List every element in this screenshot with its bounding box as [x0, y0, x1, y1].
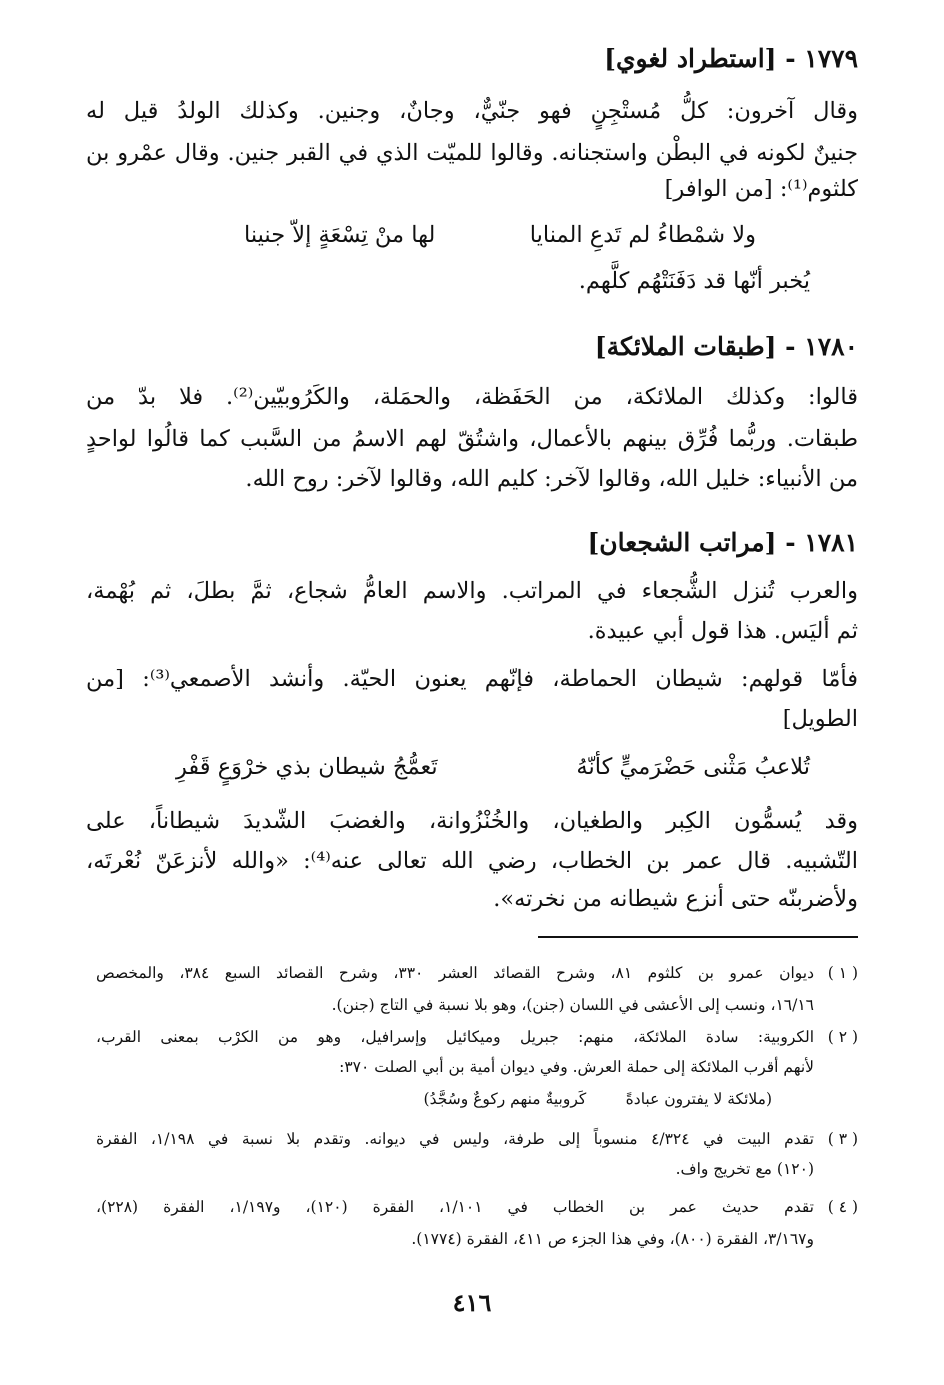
footnote-number: ( ٣ ) — [827, 1130, 858, 1148]
verse-explanation: يُخبر أنّها قد دَفَنَتْهُم كلَّهم. — [578, 268, 810, 294]
footnote-line: تقدم البيت في ٤/٣٢٤ منسوباً إلى طرفة، وليس في ديوانه. وتقدم بلا نسبة في ١/١٩٨، الفقرة — [96, 1130, 814, 1148]
paragraph-line: الطويل] — [782, 706, 858, 732]
paragraph-line: قالوا: وكذلك الملائكة، من الحَفَظة، والحمَلة، والكَرُوبيّين⁽²⁾. فلا بدّ من — [86, 384, 858, 410]
paragraph-line: ولأضربنّه حتى أنزع شيطانه من نخرته». — [493, 886, 858, 912]
page-number: ٤١٦ — [452, 1288, 492, 1317]
footnote-number: ( ٤ ) — [827, 1198, 858, 1216]
paragraph-line: التّشبيه. قال عمر بن الخطاب، رضي الله تعالى عنه⁽⁴⁾: «والله لأنزعَنّ نُعْرتَه، — [86, 848, 858, 874]
footnote-line: (١٢٠) مع تخريج واف. — [675, 1160, 814, 1178]
footnote-separator — [538, 936, 858, 938]
paragraph-line: طبقات. وربُّما فُرِّق بينهم بالأعمال، واشتُقّ لهم الاسمُ من السَّبب كما قالُوا لواحدٍ — [86, 426, 858, 452]
paragraph-line: من الأنبياء: خليل الله، وقالوا لآخر: كليم الله، وقالوا لآخر: روح الله. — [245, 466, 858, 492]
paragraph-line: فأمّا قولهم: شيطان الحماطة، فإنّهم يعنون الحيّة. وأنشد الأصمعي⁽³⁾: [من — [86, 666, 858, 692]
footnote-number: ( ١ ) — [827, 964, 858, 982]
paragraph-line: كلثوم⁽¹⁾: [من الوافر] — [664, 176, 858, 202]
section-heading-1780: ١٧٨٠ - [طبقات الملائكة] — [594, 332, 858, 361]
footnote-line: تقدم حديث عمر بن الخطاب في ١/١٠١، الفقرة (١٢٠)، و١/١٩٧، الفقرة (٢٢٨)، — [96, 1198, 814, 1216]
paragraph-line: وقال آخرون: كلُّ مُستْجِنٍ فهو جنّيٌّ، وجانٌ، وجنين. وكذلك الولدُ قيل له — [86, 98, 858, 124]
footnote-line: و٣/١٦٧، الفقرة (٨٠٠)، وفي هذا الجزء ص ٤١١، الفقرة (١٧٧٤). — [411, 1230, 814, 1248]
footnote-number: ( ٢ ) — [827, 1028, 858, 1046]
footnote-line: لأنهم أقرب الملائكة إلى حملة العرش. وفي ديوان أمية بن أبي الصلت ٣٧٠: — [339, 1058, 814, 1076]
paragraph-line: وقد يُسمُّون الكِبر والطغيان، والخُنْزُوانة، والغضبَ الشّديدَ شيطاناً، على — [86, 808, 858, 834]
footnote-line: الكروبية: سادة الملائكة، منهم: جبريل وميكائيل وإسرافيل، وهو من الكرْب بمعنى القرب، — [96, 1028, 814, 1046]
verse-second-hemistich: تَعمُّجُ شيطان بذي خرْوَعٍ قَفْرِ — [176, 754, 438, 780]
section-heading-1781: ١٧٨١ - [مراتب الشجعان] — [587, 528, 858, 557]
footnote-line: ديوان عمرو بن كلثوم ٨١، وشرح القصائد العشر ٣٣٠، وشرح القصائد السبع ٣٨٤، والمخصص — [96, 964, 814, 982]
footnote-line: ١٦/١٦، ونسب إلى الأعشى في اللسان (جنن)، وهو بلا نسبة في التاج (جنن). — [331, 996, 814, 1014]
section-heading-1779: ١٧٧٩ - [استطراد لغوي] — [604, 44, 858, 73]
paragraph-line: جنينٌ لكونه في البطْن واستجنانه. وقالوا للميّت الذي في القبر جنين. وقال عمْرو بن — [86, 140, 858, 166]
paragraph-line: والعرب تُنزل الشُّجعاء في المراتب. والاسم العامُّ شجاع، ثمَّ بطلَ، ثم بُهْمة، — [86, 578, 858, 604]
paragraph-line: ثم أليَس. هذا قول أبي عبيدة. — [587, 618, 858, 644]
verse-first-hemistich: ولا شمْطاءُ لم تَدعِ المنايا — [529, 222, 756, 248]
footnote-verse: (ملائكة لا يفترون عبادةً كَروبيةٌ منهم ركوعٌ وسُجَّدُ) — [423, 1090, 772, 1108]
verse-second-hemistich: لها منْ تِسْعَةٍ إلاّ جنينا — [244, 222, 436, 248]
verse-first-hemistich: تُلاعبُ مَثْنى حَضْرَميٍّ كأنّهُ — [576, 754, 810, 780]
